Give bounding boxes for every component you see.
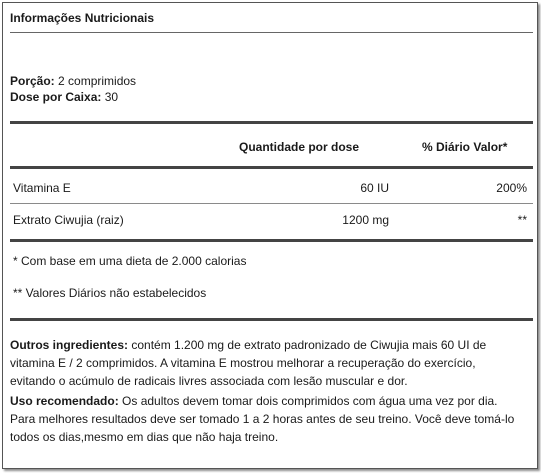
panel-title: Informações Nutricionais <box>10 11 155 25</box>
header-divider <box>10 166 533 169</box>
nutrient-daily-value: 200% <box>496 181 527 195</box>
other-ingredients-label: Outros ingredientes: <box>10 338 129 352</box>
nutrient-quantity: 1200 mg <box>342 213 389 227</box>
serving-portion <box>10 74 136 88</box>
recommended-use-text: todos os dias,mesmo em dias que não haja treino. <box>10 430 279 444</box>
ingredients-divider <box>10 318 533 321</box>
recommended-use-text: Para melhores resultados deve ser tomado 1 a 2 horas antes de seu treino. Você deve tomá-lo <box>10 412 515 426</box>
serving-dose <box>10 90 118 104</box>
portion-value: 2 comprimidos <box>54 74 137 88</box>
table-bottom-divider <box>10 239 533 242</box>
nutrition-facts-panel <box>2 2 538 469</box>
footnote-daily-values: ** Valores Diários não estabelecidos <box>13 286 207 300</box>
daily-value-column-header: % Diário Valor* <box>422 140 508 154</box>
recommended-use-label: Uso recomendado: <box>10 394 119 408</box>
dose-value: 30 <box>101 90 119 104</box>
portion-label: Porção: <box>10 74 55 88</box>
other-ingredients-paragraph <box>10 336 535 390</box>
dose-label: Dose por Caixa: <box>10 90 102 104</box>
other-ingredients-text: evitando o acúmulo de radicais livres associada com lesão muscular e dor. <box>10 374 408 388</box>
row-divider <box>10 203 533 204</box>
other-ingredients-text: vitamina E / 2 comprimidos. A vitamina E mostrou melhorar a recuperação do exercício, <box>10 356 476 370</box>
other-ingredients-text: contém 1.200 mg de extrato padronizado de Ciwujia mais 60 UI de <box>128 338 487 352</box>
footnote-calories: * Com base em uma dieta de 2.000 calorias <box>13 254 247 268</box>
nutrient-name: Extrato Ciwujia (raiz) <box>13 213 124 227</box>
nutrient-name: Vitamina E <box>13 181 71 195</box>
nutrient-daily-value: ** <box>517 213 527 227</box>
recommended-use-paragraph <box>10 392 535 446</box>
quantity-column-header: Quantidade por dose <box>239 140 360 154</box>
table-top-divider <box>10 121 533 124</box>
recommended-use-text: Os adultos devem tomar dois comprimidos com água uma vez por dia. <box>118 394 498 408</box>
nutrient-quantity: 60 IU <box>360 181 389 195</box>
title-divider <box>10 32 533 33</box>
